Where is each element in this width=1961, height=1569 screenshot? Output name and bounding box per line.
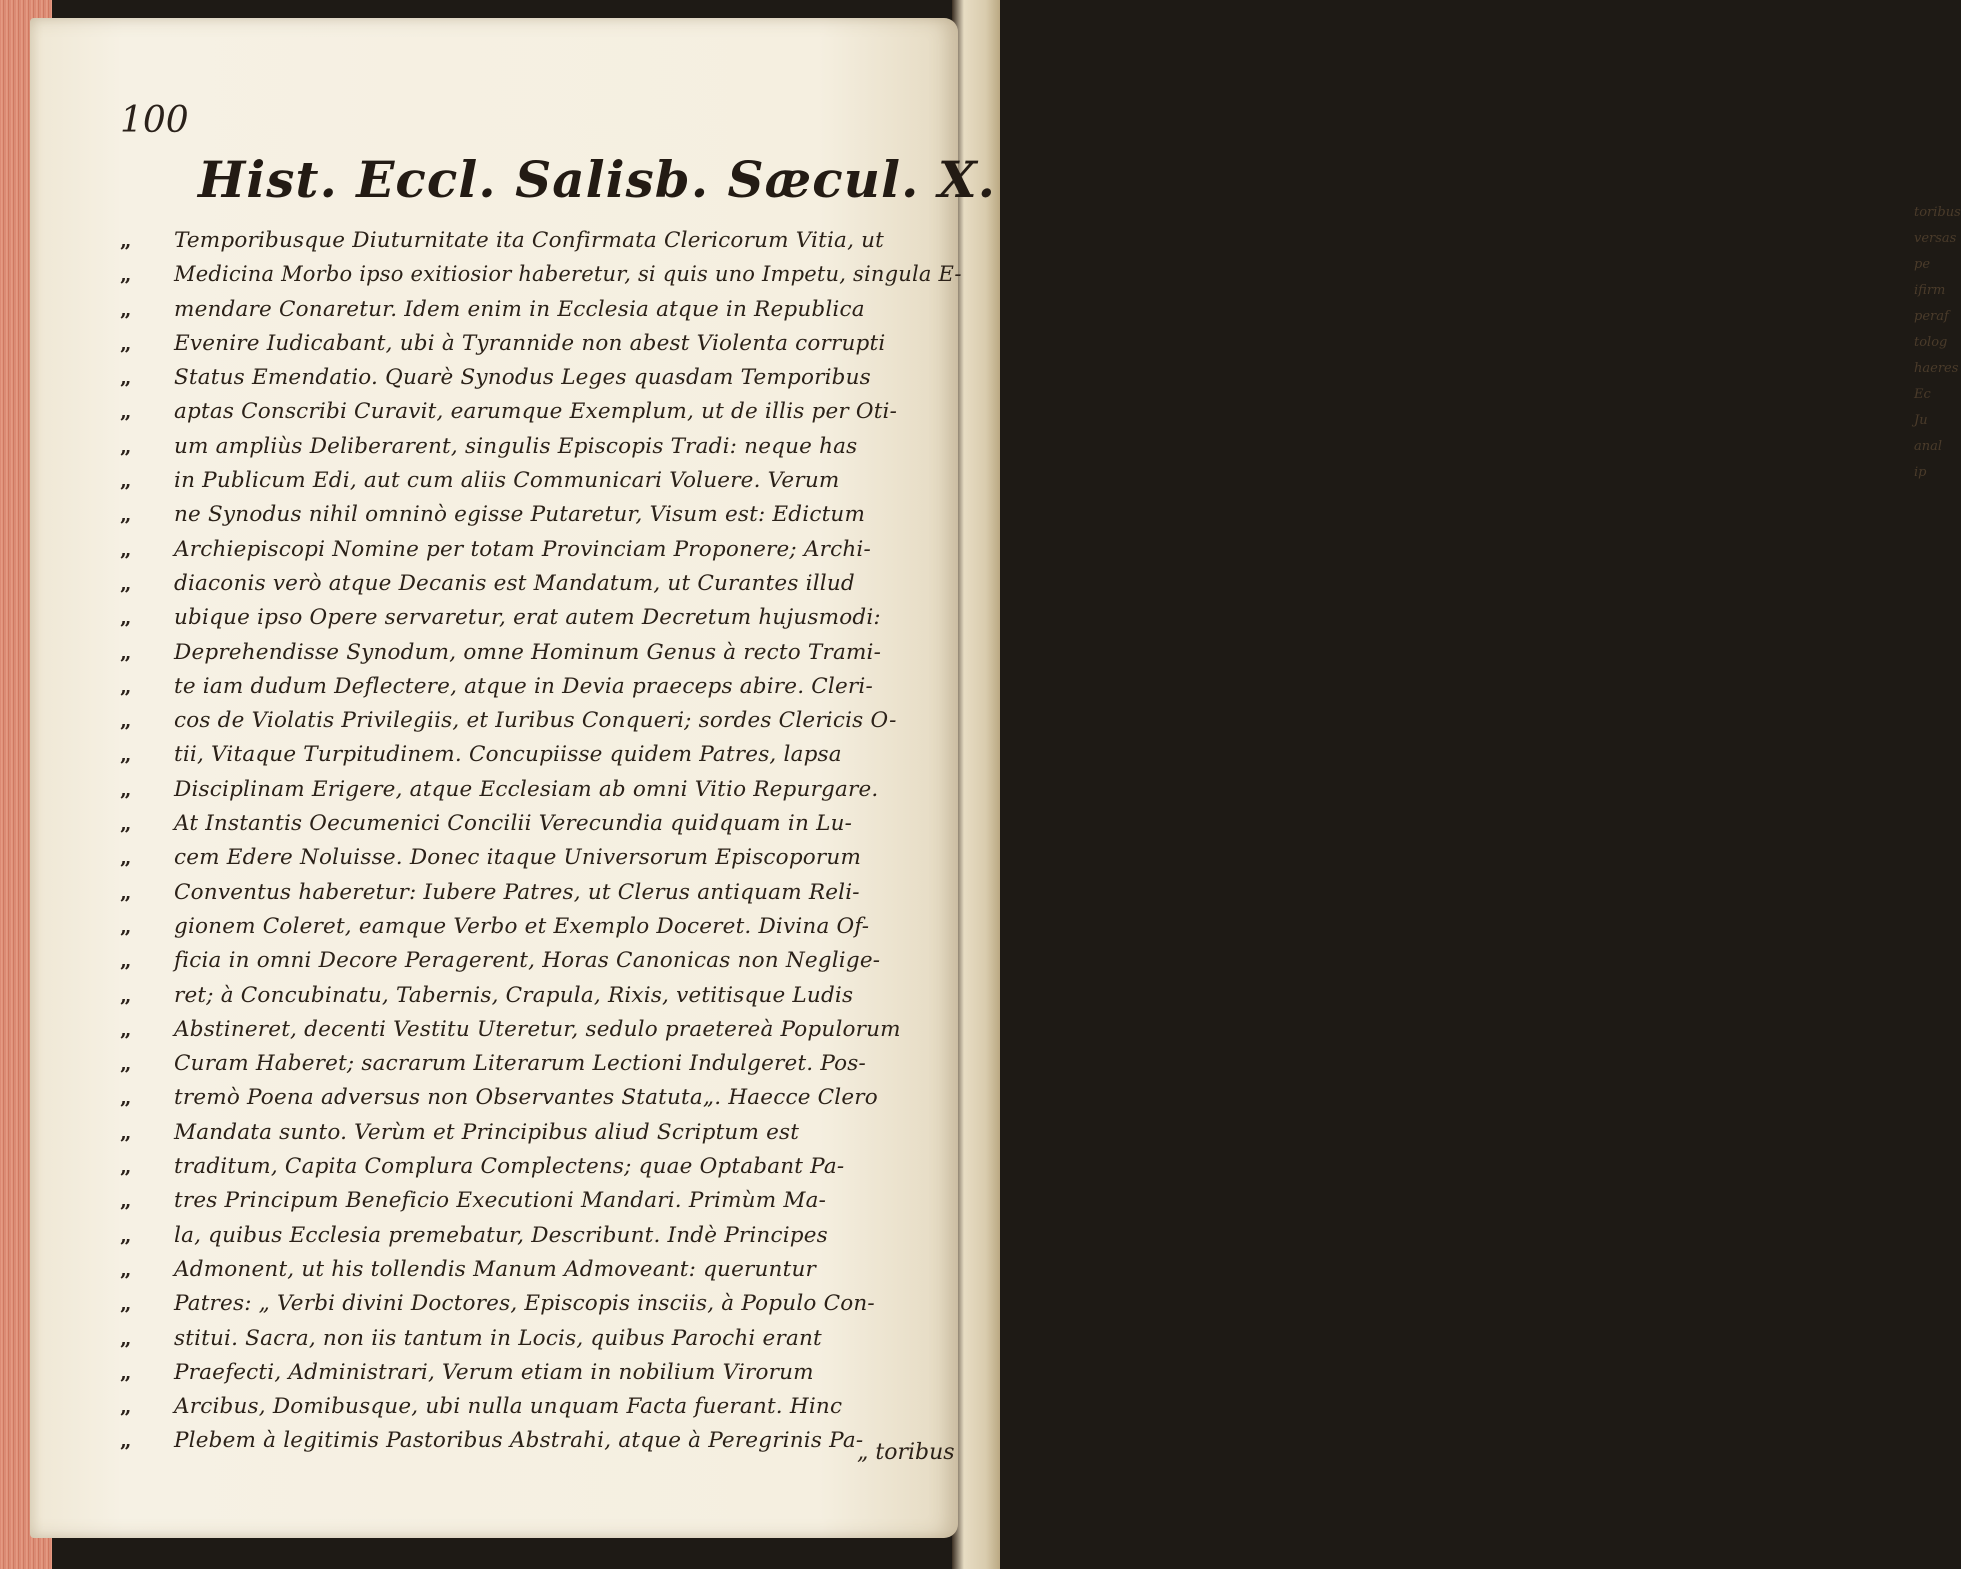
line-text: Status Emendatio. Quarè Synodus Leges quasdam Temporibus — [174, 365, 871, 391]
text-line — [118, 365, 963, 399]
text-line — [118, 1394, 963, 1428]
line-text: Abstineret, decenti Vestitu Uteretur, sedulo praetereà Populorum — [174, 1016, 901, 1042]
text-block — [118, 228, 963, 1463]
text-line — [118, 742, 963, 776]
line-text: stitui. Sacra, non iis tantum in Locis, quibus Parochi erant — [174, 1325, 822, 1351]
quotation-marker: „ — [120, 673, 132, 698]
quotation-marker: „ — [120, 982, 132, 1007]
line-text: Admonent, ut his tollendis Manum Admoveant: queruntur — [174, 1256, 816, 1282]
text-line — [118, 1326, 963, 1360]
quotation-marker: „ — [120, 811, 132, 836]
line-text: Evenire Iudicabant, ubi à Tyrannide non abest Violenta corrupti — [174, 330, 886, 356]
line-text: Mandata sunto. Verùm et Principibus aliud Scriptum est — [174, 1119, 800, 1145]
text-line — [118, 1291, 963, 1325]
margin-fragment: ifirm — [1914, 283, 1946, 298]
line-text: in Publicum Edi, aut cum aliis Communicari Voluere. Verum — [174, 468, 840, 494]
margin-fragment: peraf — [1914, 309, 1949, 324]
text-line — [118, 1188, 963, 1222]
line-text: ne Synodus nihil omninò egisse Putaretur, Visum est: Edictum — [174, 502, 866, 528]
line-text: Medicina Morbo ipso exitiosior haberetur, si quis uno Impetu, singula E- — [174, 262, 962, 287]
quotation-marker: „ — [120, 1394, 132, 1419]
margin-fragment: versas pe — [1914, 231, 1957, 272]
margin-fragment: tolog — [1914, 335, 1948, 350]
quotation-marker: „ — [120, 1428, 132, 1453]
text-line — [118, 1051, 963, 1085]
line-text: traditum, Capita Complura Complectens; quae Optabant Pa- — [174, 1154, 845, 1180]
quotation-marker: „ — [120, 1051, 132, 1076]
text-line — [118, 1223, 963, 1257]
text-line — [118, 262, 963, 296]
text-line — [118, 777, 963, 811]
quotation-marker: „ — [120, 330, 132, 355]
quotation-marker: „ — [120, 1325, 132, 1350]
quotation-marker: „ — [120, 502, 132, 527]
text-line — [118, 1154, 963, 1188]
quotation-marker: „ — [120, 1359, 132, 1384]
line-text: um ampliùs Deliberarent, singulis Episcopis Tradi: neque has — [174, 433, 858, 459]
text-line — [118, 399, 963, 433]
catchword: „ toribus — [857, 1440, 955, 1465]
line-text: te iam dudum Deflectere, atque in Devia praeceps abire. Cleri- — [174, 673, 873, 699]
line-text: tremò Poena adversus non Observantes Statuta„. Haecce Clero — [174, 1085, 878, 1111]
quotation-marker: „ — [120, 468, 132, 493]
text-line — [118, 948, 963, 982]
text-line — [118, 331, 963, 365]
text-line — [118, 983, 963, 1017]
line-text: diaconis verò atque Decanis est Mandatum, ut Curantes illud — [174, 570, 855, 596]
text-line — [118, 640, 963, 674]
text-line — [118, 571, 963, 605]
margin-fragment: toribus — [1914, 205, 1961, 220]
quotation-marker: „ — [120, 262, 132, 287]
quotation-marker: „ — [120, 536, 132, 561]
text-line — [118, 228, 963, 262]
quotation-marker: „ — [120, 1016, 132, 1041]
quotation-marker: „ — [120, 433, 132, 458]
text-line — [118, 1360, 963, 1394]
quotation-marker: „ — [120, 1085, 132, 1110]
line-text: Arcibus, Domibusque, ubi nulla unquam Facta fuerant. Hinc — [174, 1394, 843, 1420]
quotation-marker: „ — [120, 399, 132, 424]
line-text: tres Principum Beneficio Executioni Mandari. Primùm Ma- — [174, 1188, 827, 1214]
quotation-marker: „ — [120, 1119, 132, 1144]
line-text: Plebem à legitimis Pastoribus Abstrahi, atque à Peregrinis Pa- — [174, 1428, 864, 1454]
text-line — [118, 537, 963, 571]
line-text: Archiepiscopi Nomine per totam Provinciam Proponere; Archi- — [174, 536, 871, 562]
line-text: gionem Coleret, eamque Verbo et Exemplo Doceret. Divina Of- — [174, 913, 870, 939]
text-line — [118, 1257, 963, 1291]
text-line — [118, 434, 963, 468]
text-line — [118, 811, 963, 845]
text-line — [118, 468, 963, 502]
quotation-marker: „ — [120, 1256, 132, 1281]
text-line — [118, 845, 963, 879]
page-number: 100 — [120, 100, 189, 141]
quotation-marker: „ — [120, 708, 132, 733]
quotation-marker: „ — [120, 776, 132, 801]
margin-fragments — [1914, 200, 1961, 486]
quotation-marker: „ — [120, 296, 132, 321]
line-text: ubique ipso Opere servaretur, erat autem Decretum hujusmodi: — [174, 605, 881, 631]
line-text: tii, Vitaque Turpitudinem. Concupiisse quidem Patres, lapsa — [174, 742, 842, 768]
line-text: Deprehendisse Synodum, omne Hominum Genus à recto Trami- — [174, 639, 882, 665]
margin-fragment: Ec — [1914, 387, 1931, 402]
line-text: At Instantis Oecumenici Concilii Verecundia quidquam in Lu- — [174, 811, 853, 837]
quotation-marker: „ — [120, 1188, 132, 1213]
text-line — [118, 708, 963, 742]
line-text: la, quibus Ecclesia premebatur, Describunt. Indè Principes — [174, 1222, 828, 1248]
line-text: ret; à Concubinatu, Tabernis, Crapula, Rixis, vetitisque Ludis — [174, 982, 854, 1008]
line-text: Disciplinam Erigere, atque Ecclesiam ab omni Vitio Repurgare. — [174, 776, 879, 802]
quotation-marker: „ — [120, 570, 132, 595]
text-line — [118, 502, 963, 536]
margin-fragment: ip — [1914, 465, 1927, 480]
margin-fragment: haeres — [1914, 361, 1959, 376]
text-line — [118, 605, 963, 639]
text-line — [118, 1085, 963, 1119]
quotation-marker: „ — [120, 1291, 132, 1316]
quotation-marker: „ — [120, 948, 132, 973]
text-line — [118, 1120, 963, 1154]
line-text: Praefecti, Administrari, Verum etiam in nobilium Virorum — [174, 1359, 814, 1385]
quotation-marker: „ — [120, 605, 132, 630]
text-line — [118, 297, 963, 331]
text-line — [118, 1428, 963, 1462]
line-text: cos de Violatis Privilegiis, et Iuribus Conqueri; sordes Clericis O- — [174, 708, 897, 734]
quotation-marker: „ — [120, 742, 132, 767]
line-text: Curam Haberet; sacrarum Literarum Lectioni Indulgeret. Pos- — [174, 1051, 866, 1077]
quotation-marker: „ — [120, 639, 132, 664]
line-text: Patres: „ Verbi divini Doctores, Episcopis insciis, à Populo Con- — [174, 1291, 875, 1317]
quotation-marker: „ — [120, 1222, 132, 1247]
line-text: mendare Conaretur. Idem enim in Ecclesia atque in Republica — [174, 296, 865, 322]
quotation-marker: „ — [120, 879, 132, 904]
margin-fragment: anal — [1914, 439, 1943, 454]
quotation-marker: „ — [120, 365, 132, 390]
line-text: aptas Conscribi Curavit, earumque Exemplum, ut de illis per Oti- — [174, 399, 898, 425]
quotation-marker: „ — [120, 845, 132, 870]
text-line — [118, 914, 963, 948]
quotation-marker: „ — [120, 228, 132, 252]
text-line — [118, 1017, 963, 1051]
line-text: cem Edere Noluisse. Donec itaque Universorum Episcoporum — [174, 845, 862, 871]
quotation-marker: „ — [120, 913, 132, 938]
text-line — [118, 880, 963, 914]
quotation-marker: „ — [120, 1154, 132, 1179]
text-line — [118, 674, 963, 708]
line-text: Temporibusque Diuturnitate ita Confirmata Clericorum Vitia, ut — [174, 228, 885, 253]
line-text: ficia in omni Decore Peragerent, Horas Canonicas non Neglige- — [174, 948, 881, 974]
running-head: Hist. Eccl. Salisb. Sæcul. X. — [198, 150, 997, 209]
line-text: Conventus haberetur: Iubere Patres, ut Clerus antiquam Reli- — [174, 879, 860, 905]
margin-fragment: Ju — [1914, 413, 1928, 428]
